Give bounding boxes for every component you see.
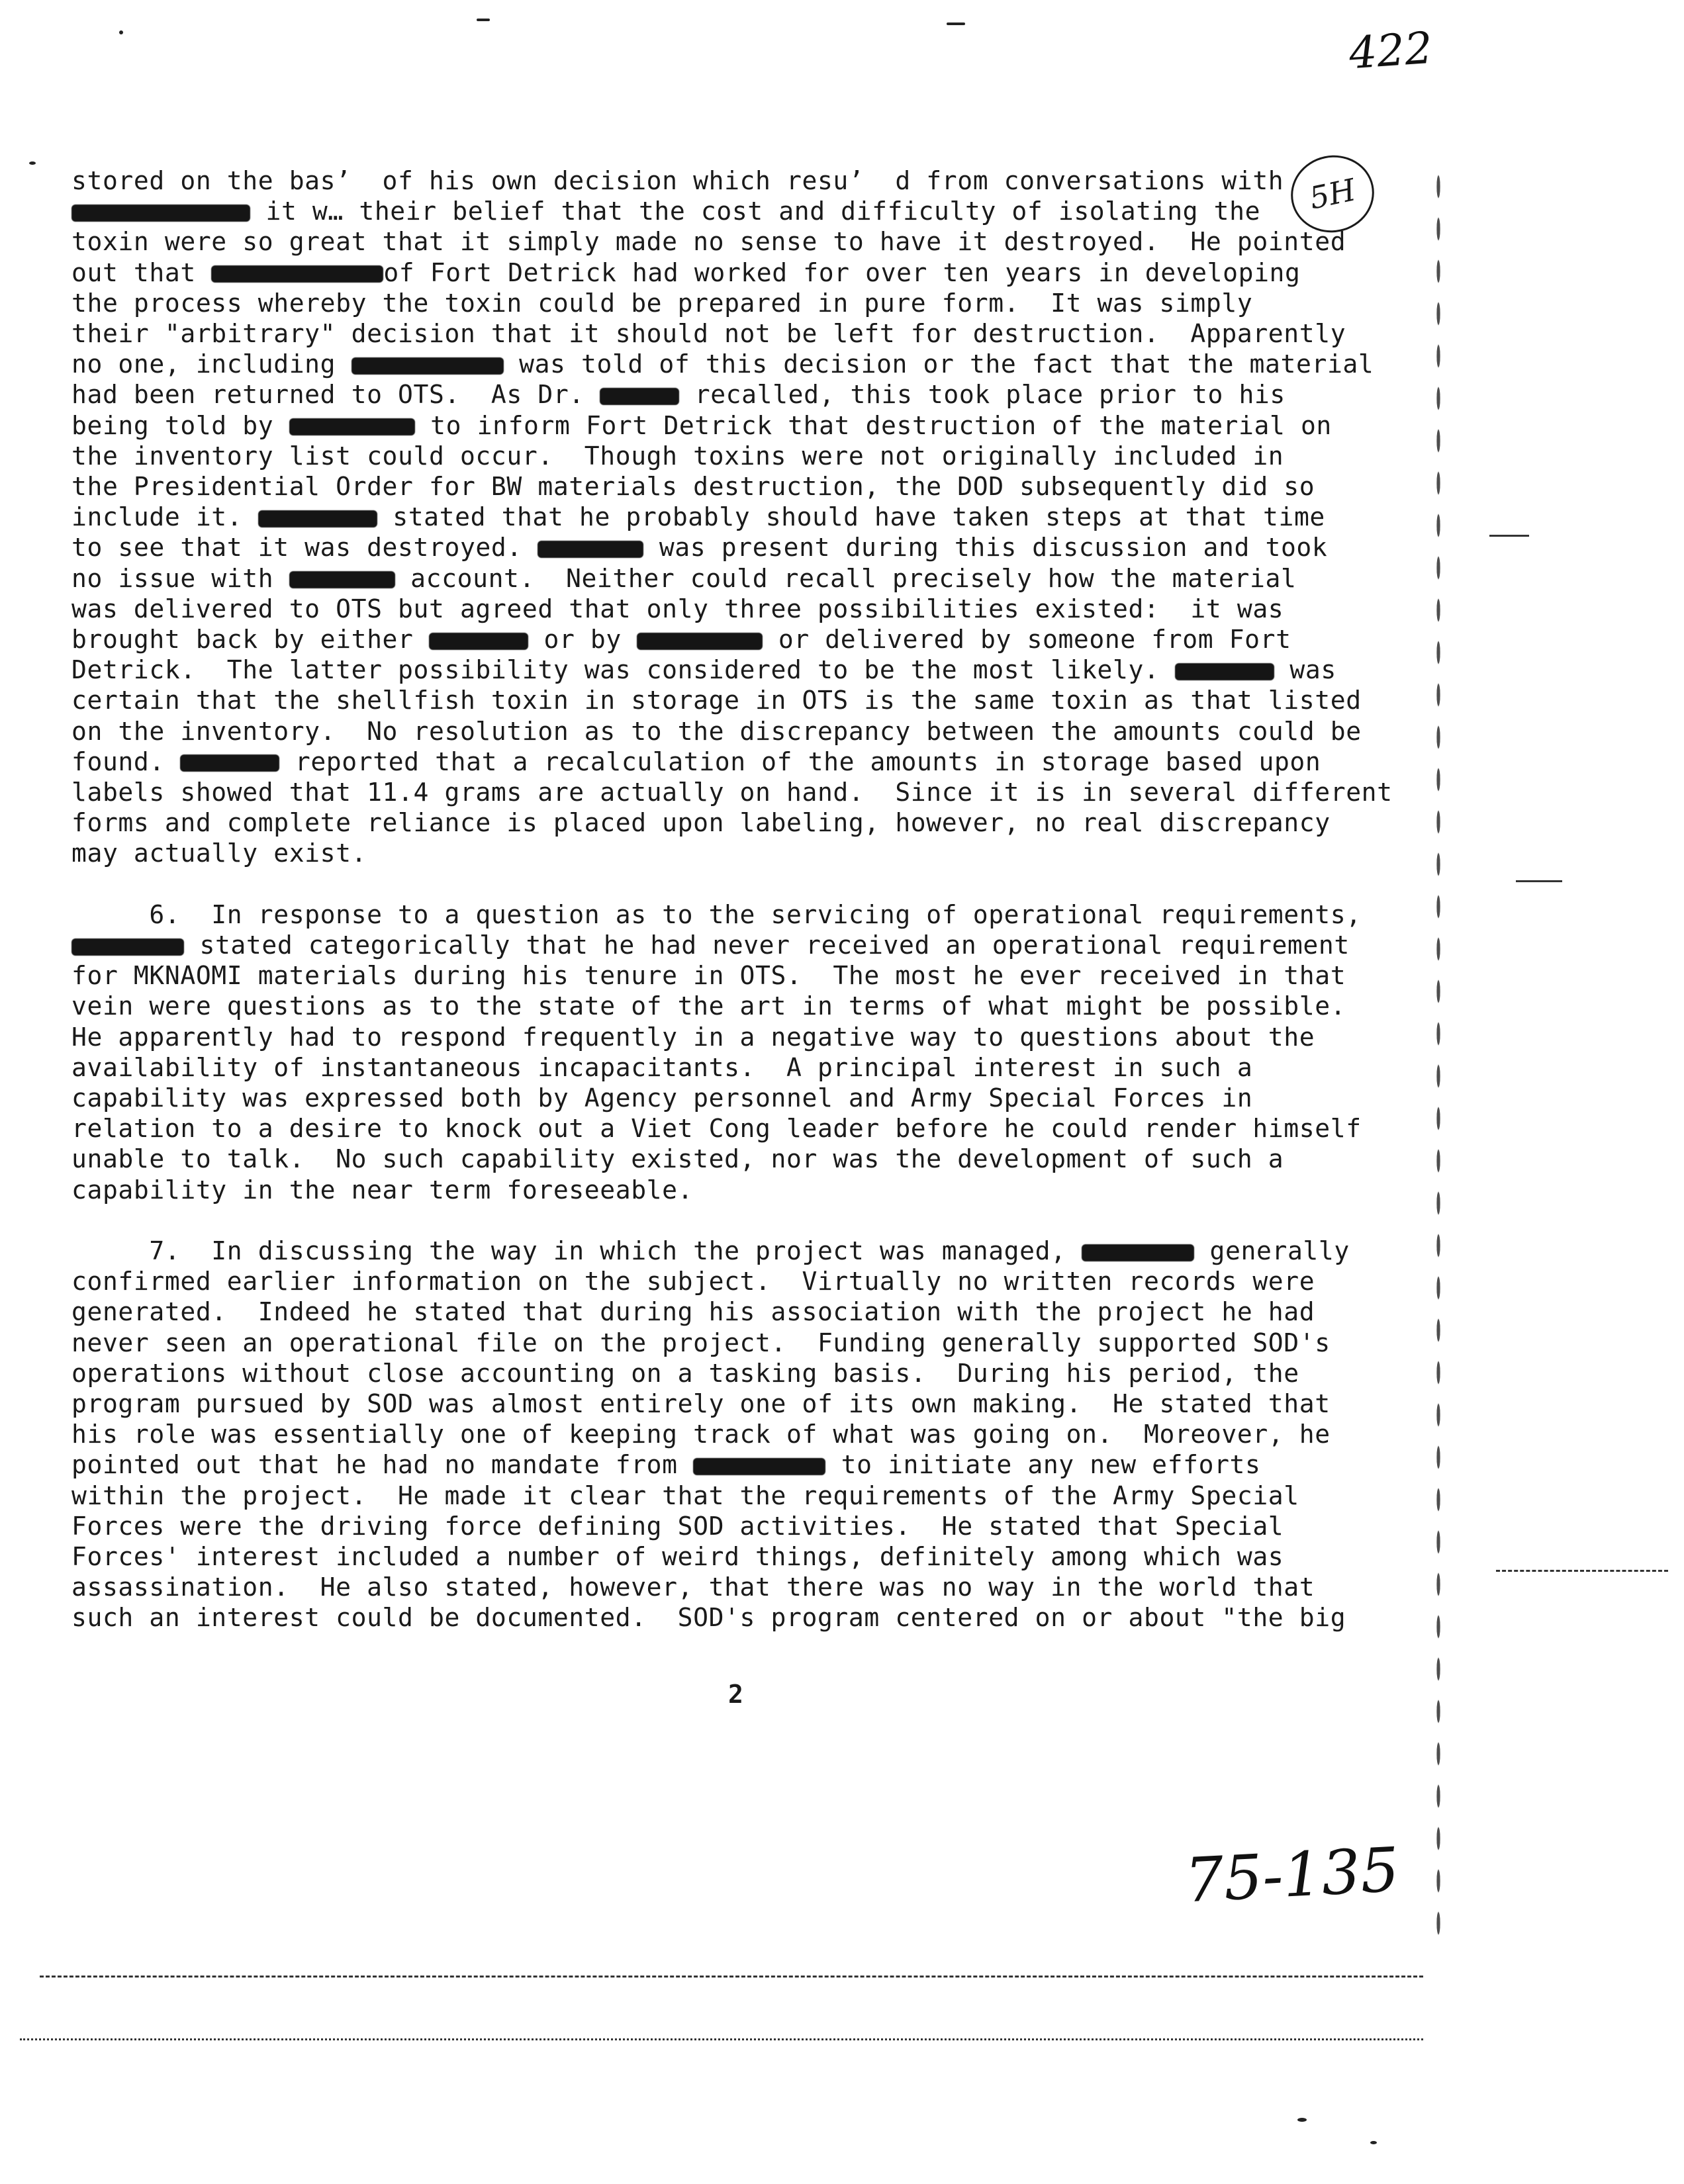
line-text: his role was essentially one of keeping track of what was going on. Moreover, he <box>71 1420 1331 1449</box>
circled-annotation: 5H <box>1284 148 1381 240</box>
document-line <box>71 685 1422 715</box>
line-text: or delivered by someone from Fort <box>763 625 1291 654</box>
line-text: brought back by either <box>71 625 429 654</box>
document-line <box>71 1052 1422 1083</box>
document-line <box>71 1480 1422 1511</box>
scan-speck <box>119 30 123 34</box>
scan-speck <box>1297 2118 1307 2122</box>
document-line <box>71 1236 1422 1266</box>
line-text: to inform Fort Detrick that destruction of the material on <box>414 410 1332 440</box>
line-text: was present during this discussion and took <box>643 533 1328 563</box>
line-text: it w… their belief that the cost and difficulty of isolating the <box>250 197 1261 226</box>
line-text: capability was expressed both by Agency personnel and Army Special Forces in <box>71 1083 1253 1113</box>
scan-speck <box>477 19 490 21</box>
line-text: such an interest could be documented. SOD's program centered on or about "the big <box>71 1603 1346 1633</box>
document-line <box>71 502 1422 532</box>
line-text: account. Neither could recall precisely how the material <box>395 563 1297 593</box>
document-line <box>71 1328 1422 1358</box>
line-text: stored on the bas’ of his own decision which resu’ d from conversations with <box>71 166 1284 195</box>
redaction-mark <box>211 265 383 283</box>
line-text: their "arbitrary" decision that it should not be left for destruction. Apparently <box>71 319 1346 348</box>
line-text: the Presidential Order for BW materials destruction, the DOD subsequently did so <box>71 472 1315 501</box>
document-line <box>71 594 1422 624</box>
line-text: vein were questions as to the state of the art in terms of what might be possible. <box>71 991 1346 1021</box>
line-text: Forces were the driving force defining SOD activities. He stated that Special <box>71 1511 1284 1541</box>
document-line <box>71 1266 1422 1297</box>
line-text: on the inventory. No resolution as to the discrepancy between the amounts could be <box>71 716 1362 746</box>
line-text: may actually exist. <box>71 839 367 868</box>
line-text: no one, including <box>71 349 351 379</box>
document-line <box>71 349 1422 379</box>
document-line <box>71 441 1422 471</box>
line-text: the inventory list could occur. Though toxins were not originally included in <box>71 441 1284 471</box>
redaction-mark <box>429 633 528 650</box>
document-line <box>71 777 1422 807</box>
line-text: out that <box>71 257 212 287</box>
document-line <box>71 471 1422 502</box>
line-text: to see that it was destroyed. <box>71 533 538 563</box>
line-text: assassination. He also stated, however, that there was no way in the world that <box>71 1572 1315 1602</box>
document-line <box>71 1602 1422 1633</box>
line-text: 6. In response to a question as to the servicing of operational requirements, <box>71 899 1362 929</box>
line-text: stated categorically that he had never received an operational requirement <box>184 931 1350 960</box>
document-line <box>71 960 1422 991</box>
line-text: operations without close accounting on a tasking basis. During his period, the <box>71 1358 1299 1388</box>
document-line <box>71 624 1422 655</box>
line-text: generated. Indeed he stated that during his association with the project he had <box>71 1297 1315 1327</box>
document-line <box>71 196 1422 226</box>
line-text: include it. <box>71 502 258 532</box>
scan-margin-mark <box>1489 535 1529 537</box>
redaction-mark <box>351 357 504 375</box>
scan-edge-artifact <box>1435 165 1442 1952</box>
document-line <box>71 930 1422 960</box>
line-text: certain that the shellfish toxin in storage in OTS is the same toxin as that listed <box>71 686 1362 715</box>
document-line <box>71 563 1422 594</box>
redaction-mark <box>1082 1244 1194 1261</box>
line-text: or by <box>528 625 637 654</box>
line-text: was told of this decision or the fact that the material <box>503 349 1374 379</box>
document-line <box>71 1572 1422 1602</box>
redaction-mark <box>258 510 377 527</box>
document-line <box>71 991 1422 1021</box>
document-line <box>71 226 1422 257</box>
redaction-mark <box>289 418 415 435</box>
document-line <box>71 1541 1422 1572</box>
line-text: program pursued by SOD was almost entirely one of its own making. He stated that <box>71 1389 1331 1418</box>
document-line <box>71 1358 1422 1388</box>
line-text: had been returned to OTS. As Dr. <box>71 380 600 410</box>
handwritten-page-stamp: 422 <box>1347 22 1434 79</box>
line-text: toxin were so great that it simply made no sense to have it destroyed. He pointed <box>71 227 1346 257</box>
line-text: of Fort Detrick had worked for over ten years in developing <box>383 257 1301 287</box>
document-line <box>71 747 1422 777</box>
scan-bottom-rule <box>40 1976 1423 1978</box>
redaction-mark <box>693 1458 825 1475</box>
handwritten-document-number: 75-135 <box>1183 1834 1401 1917</box>
document-line <box>71 532 1422 563</box>
line-text: confirmed earlier information on the subject. Virtually no written records were <box>71 1267 1315 1297</box>
line-text: no issue with <box>71 563 289 593</box>
scan-speck <box>1370 2141 1377 2144</box>
redaction-mark <box>538 541 643 558</box>
document-line <box>71 1175 1422 1205</box>
document-line <box>71 1388 1422 1419</box>
line-text: within the project. He made it clear that the requirements of the Army Special <box>71 1480 1299 1510</box>
line-text: recalled, this took place prior to his <box>679 380 1286 410</box>
line-text: labels showed that 11.4 grams are actually on hand. Since it is in several different <box>71 778 1393 807</box>
line-text: availability of instantaneous incapacitants. A principal interest in such a <box>71 1052 1253 1082</box>
redaction-mark <box>71 938 184 956</box>
document-line <box>71 807 1422 838</box>
line-text: Detrick. The latter possibility was considered to be the most likely. <box>71 655 1175 685</box>
page-number: 2 <box>728 1680 743 1709</box>
document-line <box>71 318 1422 349</box>
document-line <box>71 1511 1422 1541</box>
scan-margin-mark <box>1516 880 1562 882</box>
line-text: for MKNAOMI materials during his tenure in OTS. The most he ever received in that <box>71 961 1346 991</box>
line-text: was delivered to OTS but agreed that only three possibilities existed: it was <box>71 594 1284 623</box>
scan-speck <box>29 161 36 165</box>
document-line <box>71 288 1422 318</box>
line-text: was <box>1274 655 1336 685</box>
scan-margin-mark <box>1496 1570 1668 1574</box>
redaction-mark <box>289 571 395 588</box>
line-text: unable to talk. No such capability existed, nor was the development of such a <box>71 1144 1284 1174</box>
document-line <box>71 1022 1422 1052</box>
line-text: pointed out that he had no mandate from <box>71 1450 694 1480</box>
document-line <box>71 1449 1422 1480</box>
scan-bottom-rule <box>20 2038 1423 2040</box>
document-line <box>71 410 1422 441</box>
document-line <box>71 1419 1422 1449</box>
redaction-mark <box>600 388 679 405</box>
scan-speck <box>947 23 965 25</box>
redaction-mark <box>71 205 250 222</box>
line-text: generally <box>1194 1236 1350 1265</box>
document-line <box>71 1113 1422 1144</box>
document-line <box>71 165 1422 196</box>
line-text: Forces' interest included a number of weird things, definitely among which was <box>71 1542 1284 1571</box>
line-text: to initiate any new efforts <box>825 1450 1261 1480</box>
line-text: He apparently had to respond frequently in a negative way to questions about the <box>71 1022 1315 1052</box>
redaction-mark <box>637 633 763 650</box>
line-text: relation to a desire to knock out a Viet Cong leader before he could render himself <box>71 1114 1362 1144</box>
line-text: 7. In discussing the way in which the project was managed, <box>71 1236 1082 1265</box>
document-line <box>71 1083 1422 1113</box>
line-text: found. <box>71 747 181 776</box>
document-line <box>71 1297 1422 1327</box>
document-line <box>71 838 1422 868</box>
line-text: never seen an operational file on the project. Funding generally supported SOD's <box>71 1328 1331 1357</box>
document-line <box>71 379 1422 410</box>
document-line <box>71 899 1422 930</box>
redaction-mark <box>180 754 279 772</box>
document-line <box>71 1144 1422 1174</box>
document-line <box>71 716 1422 747</box>
line-text: forms and complete reliance is placed upon labeling, however, no real discrepancy <box>71 808 1331 838</box>
line-text: reported that a recalculation of the amounts in storage based upon <box>279 747 1321 776</box>
redaction-mark <box>1175 663 1274 680</box>
line-text: being told by <box>71 410 289 440</box>
line-text: stated that he probably should have taken steps at that time <box>377 502 1325 532</box>
line-text: the process whereby the toxin could be prepared in pure form. It was simply <box>71 288 1253 318</box>
line-text: capability in the near term foreseeable. <box>71 1175 694 1205</box>
document-line <box>71 257 1422 288</box>
document-line <box>71 655 1422 685</box>
